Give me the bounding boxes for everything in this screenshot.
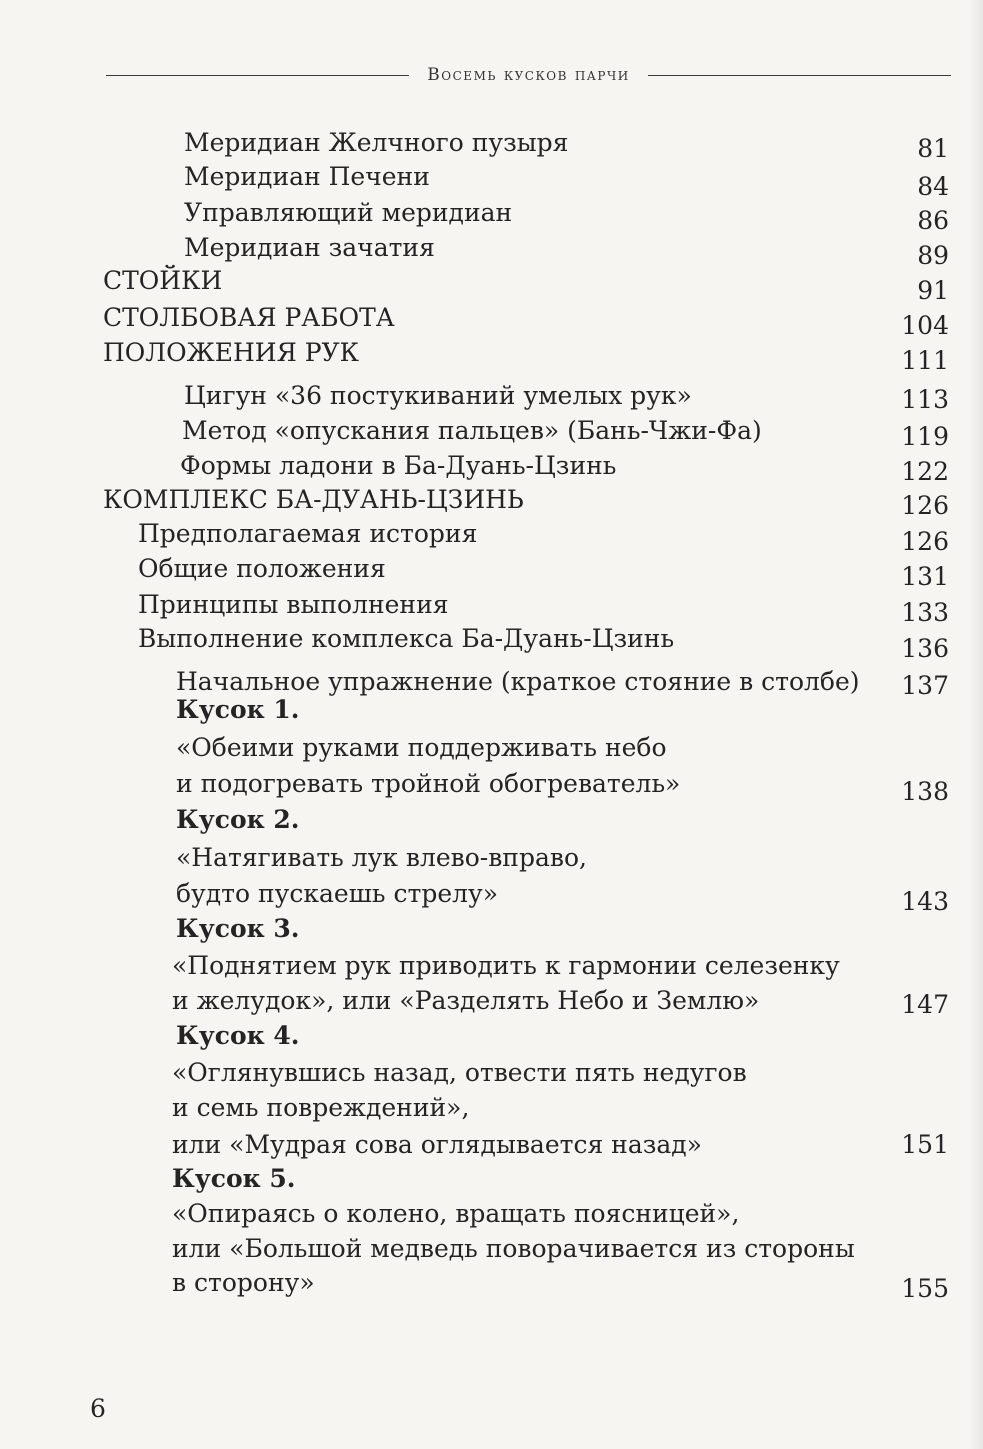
toc-entry [0, 801, 983, 839]
toc-entry [0, 729, 983, 767]
toc-entry-page: 137 [901, 671, 949, 700]
toc-entry [0, 1126, 983, 1164]
toc-entry [0, 1264, 983, 1302]
toc-entry-title: Кусок 3. [176, 914, 300, 943]
toc-entry [0, 982, 983, 1020]
toc-entry-page: 126 [901, 527, 949, 556]
toc-entry [0, 1195, 983, 1233]
toc-entry [0, 334, 983, 375]
toc-entry-title: Формы ладони в Ба-Дуань-Цзинь [180, 451, 617, 480]
header-rule-left [106, 75, 409, 76]
toc-entry [0, 158, 983, 201]
toc-entry-title: Кусок 2. [176, 805, 300, 834]
toc-entry-page: 136 [901, 634, 949, 663]
toc-entry-title: или «Большой медведь поворачивается из стороны [172, 1234, 855, 1263]
toc-entry-title: «Поднятием рук приводить к гармонии селезенку [172, 951, 840, 980]
toc-entry [0, 839, 983, 877]
toc-entry-title: «Натягивать лук влево-вправо, [176, 843, 587, 872]
page-number: 6 [90, 1394, 106, 1423]
toc-entry [0, 691, 983, 729]
toc-entry [0, 1089, 983, 1127]
toc-entry-page: 122 [901, 457, 949, 486]
toc-entry [0, 1017, 983, 1055]
toc-entry-title: ПОЛОЖЕНИЯ РУК [103, 338, 359, 367]
toc-entry-page: 155 [901, 1274, 949, 1303]
toc-entry-title: Метод «опускания пальцев» (Бань-Чжи-Фа) [182, 416, 762, 445]
toc-entry-title: Начальное упражнение (краткое стояние в столбе) [176, 667, 860, 696]
toc-entry [0, 412, 983, 450]
toc-entry [0, 765, 983, 806]
toc-entry [0, 1160, 983, 1198]
toc-entry-page: 91 [917, 276, 949, 305]
toc-entry-title: СТОЙКИ [103, 266, 223, 295]
toc-entry-page: 131 [901, 562, 949, 591]
toc-entry-page: 84 [917, 172, 949, 201]
toc-entry-title: Выполнение комплекса Ба-Дуань-Цзинь [138, 624, 675, 653]
toc-entry-page: 86 [917, 206, 949, 235]
toc-entry-title: Управляющий меридиан [184, 198, 513, 227]
toc-entry [0, 515, 983, 556]
toc-entry-page: 119 [901, 422, 949, 451]
toc-entry-title: Кусок 5. [172, 1164, 296, 1193]
toc-entry-page: 111 [901, 346, 949, 375]
toc-entry-page: 138 [901, 777, 949, 806]
toc-entry-title: «Обеими руками поддерживать небо [176, 733, 667, 762]
toc-entry [0, 1230, 983, 1268]
toc-entry-title: Общие положения [138, 554, 386, 583]
toc-entry [0, 586, 983, 627]
toc-entry [0, 910, 983, 948]
toc-entry-title: Меридиан Печени [184, 162, 430, 191]
toc-entry-page: 147 [901, 990, 949, 1019]
toc-entry-title: Меридиан зачатия [184, 233, 435, 262]
header-rule-right [648, 75, 951, 76]
toc-entry-page: 104 [901, 311, 949, 340]
toc-entry [0, 377, 983, 415]
toc-entry [0, 299, 983, 340]
toc-entry-page: 151 [901, 1130, 949, 1159]
toc-entry-title: и желудок», или «Разделять Небо и Землю» [172, 986, 760, 1015]
toc-entry [0, 124, 983, 162]
toc-entry-title: и подогревать тройной обогреватель» [176, 769, 681, 798]
toc-entry-title: Кусок 1. [176, 695, 300, 724]
toc-entry-title: Цигун «36 постукиваний умелых рук» [184, 381, 692, 410]
toc-entry-title: «Оглянувшись назад, отвести пять недугов [172, 1058, 747, 1087]
toc-entry [0, 875, 983, 916]
toc-entry-title: Принципы выполнения [138, 590, 449, 619]
toc-entry [0, 481, 983, 519]
toc-entry-page: 89 [917, 241, 949, 270]
toc-entry-title: будто пускаешь стрелу» [176, 879, 498, 908]
toc-entry [0, 194, 983, 235]
toc-entry [0, 947, 983, 985]
toc-entry-title: КОМПЛЕКС БА-ДУАНЬ-ЦЗИНЬ [103, 485, 524, 514]
toc-entry-title: «Опираясь о колено, вращать поясницей», [172, 1199, 740, 1228]
toc-entry-title: в сторону» [172, 1268, 315, 1297]
running-title: Восемь кусков парчи [427, 65, 630, 85]
toc-entry-title: Кусок 4. [176, 1021, 300, 1050]
toc-entry [0, 620, 983, 663]
toc-entry-page: 113 [901, 385, 949, 414]
toc-entry-page: 126 [901, 491, 949, 520]
toc-entry-title: Предполагаемая история [138, 519, 478, 548]
toc-entry-title: и семь повреждений», [172, 1093, 470, 1122]
toc-entry-title: Меридиан Желчного пузыря [184, 128, 569, 157]
toc-entry-page: 81 [917, 134, 949, 163]
toc-entry [0, 447, 983, 485]
toc-entry-page: 133 [901, 598, 949, 627]
toc-entry [0, 550, 983, 591]
toc-entry-title: СТОЛБОВАЯ РАБОТА [103, 303, 395, 332]
toc-entry-title: или «Мудрая сова оглядывается назад» [172, 1130, 702, 1159]
running-header [106, 60, 951, 90]
toc-entry [0, 262, 983, 305]
toc-entry-page: 143 [901, 887, 949, 916]
toc-entry [0, 1054, 983, 1092]
